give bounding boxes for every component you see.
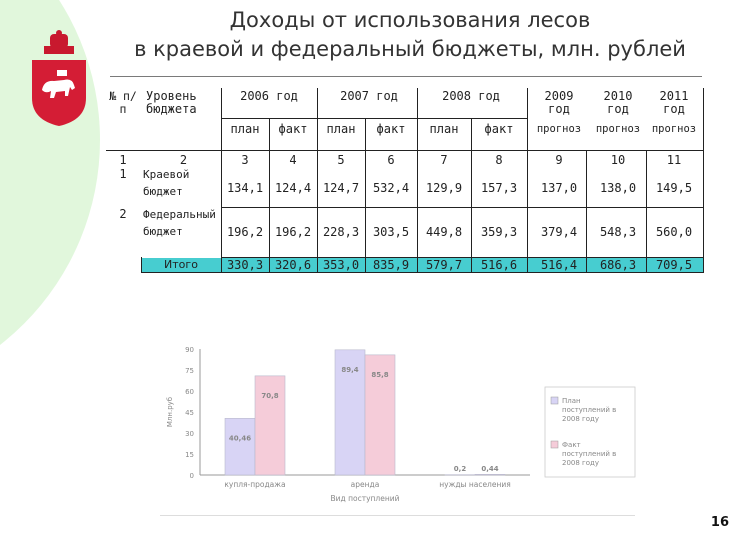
y-tick-label: 15 bbox=[185, 451, 194, 459]
y-tick-label: 60 bbox=[185, 388, 194, 396]
col-number: 2 bbox=[179, 153, 188, 167]
bar-data-label: 0,44 bbox=[481, 465, 499, 473]
total-cell: 330,3 bbox=[226, 258, 264, 272]
revenue-table bbox=[106, 85, 704, 275]
y-tick-label: 30 bbox=[185, 430, 194, 438]
title-line-2: в краевой и федеральный бюджеты, млн. рублей bbox=[134, 37, 686, 61]
bar-chart bbox=[160, 305, 640, 515]
table-cell: 196,2 bbox=[226, 225, 264, 239]
col-number: 1 bbox=[119, 153, 127, 167]
legend-label-line: 2008 году bbox=[562, 459, 599, 467]
col-number: 10 bbox=[610, 153, 626, 167]
chart-bottom-rule bbox=[160, 515, 635, 516]
col-number: 8 bbox=[495, 153, 503, 167]
table-cell: 228,3 bbox=[322, 225, 360, 239]
header-2007: 2007 год bbox=[340, 89, 398, 103]
total-cell: 709,5 bbox=[655, 258, 693, 272]
total-cell: 516,4 bbox=[540, 258, 578, 272]
table-gridline bbox=[586, 150, 587, 273]
x-axis-label: Вид поступлений bbox=[330, 494, 400, 503]
col-number: 5 bbox=[337, 153, 345, 167]
legend-swatch bbox=[551, 441, 558, 448]
table-gridline bbox=[221, 88, 222, 273]
total-cell: 686,3 bbox=[599, 258, 637, 272]
table-cell: 449,8 bbox=[425, 225, 463, 239]
bar-data-label: 40,46 bbox=[228, 434, 252, 443]
title-line-1: Доходы от использования лесов bbox=[229, 8, 591, 32]
total-cell: 579,7 bbox=[425, 258, 463, 272]
col-number: 11 bbox=[666, 153, 682, 167]
table-cell: 548,3 bbox=[599, 225, 637, 239]
table-gridline bbox=[365, 118, 366, 273]
table-gridline bbox=[221, 118, 527, 119]
total-cell: 353,0 bbox=[322, 258, 360, 272]
legend-label-line: 2008 году bbox=[562, 415, 599, 423]
col-number: 6 bbox=[387, 153, 395, 167]
slide-title bbox=[110, 6, 710, 64]
table-gridline bbox=[527, 88, 528, 273]
x-tick-label: аренда bbox=[350, 480, 380, 489]
table-cell: 359,3 bbox=[480, 225, 518, 239]
table-gridline bbox=[221, 207, 703, 208]
subheader-forecast: прогноз bbox=[651, 123, 697, 135]
header-2008: 2008 год bbox=[442, 89, 500, 103]
table-gridline bbox=[317, 88, 318, 273]
header-level: Уровень бюджета bbox=[146, 89, 197, 116]
legend-label-line: Факт bbox=[562, 441, 581, 449]
subheader-fact: факт bbox=[376, 122, 406, 136]
table-cell: 560,0 bbox=[655, 225, 693, 239]
header-2006: 2006 год bbox=[240, 89, 298, 103]
header-2011: 2011 год bbox=[659, 89, 689, 116]
perm-coat-of-arms-icon bbox=[28, 30, 90, 128]
table-cell: 138,0 bbox=[599, 181, 637, 195]
table-cell: 134,1 bbox=[226, 181, 264, 195]
legend-label-line: План bbox=[562, 397, 581, 405]
y-tick-label: 90 bbox=[185, 346, 194, 354]
row-name: Краевой бюджет bbox=[143, 168, 190, 198]
page-number: 16 bbox=[710, 515, 729, 530]
bar-data-label: 70,8 bbox=[261, 391, 279, 400]
subheader-fact: факт bbox=[278, 122, 308, 136]
bar-data-label: 0,2 bbox=[453, 465, 467, 473]
table-cell: 196,2 bbox=[274, 225, 312, 239]
y-tick-label: 45 bbox=[185, 409, 194, 417]
table-gridline bbox=[141, 272, 703, 273]
table-gridline bbox=[703, 88, 704, 273]
y-axis-label: Млн.руб bbox=[166, 396, 174, 428]
x-tick-label: нужды населения bbox=[439, 480, 511, 489]
title-divider bbox=[110, 76, 702, 77]
subheader-plan: план bbox=[230, 122, 260, 136]
total-label: Итого bbox=[164, 258, 198, 271]
row-num: 1 bbox=[119, 167, 127, 181]
col-number: 7 bbox=[440, 153, 448, 167]
subheader-forecast: прогноз bbox=[595, 123, 641, 135]
total-cell: 320,6 bbox=[274, 258, 312, 272]
subheader-plan: план bbox=[326, 122, 356, 136]
table-cell: 303,5 bbox=[372, 225, 410, 239]
table-cell: 149,5 bbox=[655, 181, 693, 195]
table-cell: 157,3 bbox=[480, 181, 518, 195]
table-cell: 379,4 bbox=[540, 225, 578, 239]
table-cell: 124,7 bbox=[322, 181, 360, 195]
table-gridline bbox=[106, 150, 703, 151]
row-num: 2 bbox=[119, 207, 127, 221]
table-cell: 129,9 bbox=[425, 181, 463, 195]
bar-data-label: 89,4 bbox=[341, 365, 359, 374]
table-gridline bbox=[646, 150, 647, 273]
subheader-fact: факт bbox=[484, 122, 514, 136]
x-tick-label: купля-продажа bbox=[224, 480, 286, 489]
header-2010: 2010 год bbox=[603, 89, 633, 116]
legend-label-line: поступлений в bbox=[562, 450, 617, 458]
table-gridline bbox=[269, 118, 270, 273]
table-cell: 532,4 bbox=[372, 181, 410, 195]
bar bbox=[255, 376, 285, 475]
table-cell: 124,4 bbox=[274, 181, 312, 195]
legend-swatch bbox=[551, 397, 558, 404]
col-number: 4 bbox=[289, 153, 297, 167]
subheader-plan: план bbox=[429, 122, 459, 136]
table-gridline bbox=[141, 257, 142, 272]
total-cell: 516,6 bbox=[480, 258, 518, 272]
chart-panel bbox=[160, 305, 640, 515]
bar bbox=[225, 418, 255, 475]
y-tick-label: 0 bbox=[189, 472, 194, 480]
col-number: 3 bbox=[241, 153, 249, 167]
header-num: № п/п bbox=[109, 89, 137, 116]
col-number: 9 bbox=[555, 153, 563, 167]
header-2009: 2009 год bbox=[544, 89, 574, 116]
table-gridline bbox=[221, 257, 703, 258]
bar-data-label: 85,8 bbox=[371, 370, 389, 379]
table-gridline bbox=[417, 88, 418, 273]
table-gridline bbox=[471, 118, 472, 273]
bar bbox=[475, 474, 505, 475]
table-cell: 137,0 bbox=[540, 181, 578, 195]
total-cell: 835,9 bbox=[372, 258, 410, 272]
y-tick-label: 75 bbox=[185, 367, 194, 375]
subheader-forecast: прогноз bbox=[536, 123, 582, 135]
row-name: Федеральный бюджет bbox=[143, 208, 216, 238]
legend-label-line: поступлений в bbox=[562, 406, 617, 414]
